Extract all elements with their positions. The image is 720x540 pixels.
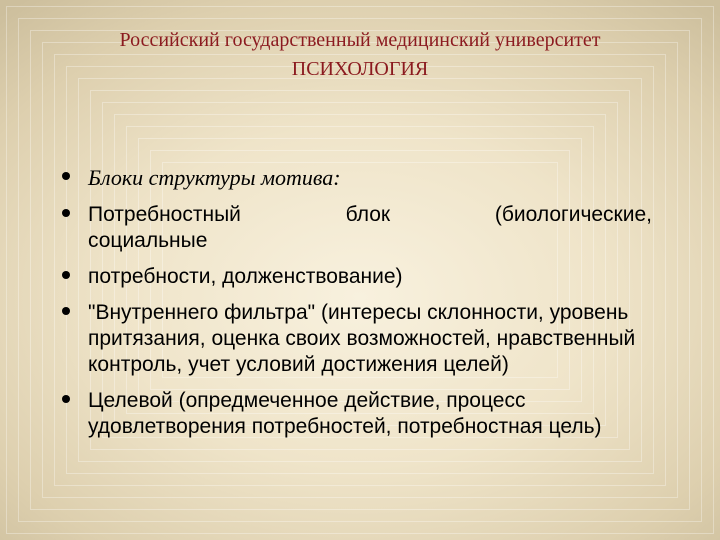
list-item xyxy=(62,202,652,254)
slide-header xyxy=(30,26,690,84)
bullet-icon xyxy=(62,395,70,403)
list-item-text: социальные xyxy=(88,229,208,252)
list-item xyxy=(62,300,652,378)
bullet-icon xyxy=(62,307,70,315)
university-name: Российский государственный медицинский университет xyxy=(119,29,601,51)
bullet-icon xyxy=(62,209,70,217)
subject-title: ПСИХОЛОГИЯ xyxy=(291,58,429,80)
list-item xyxy=(62,264,652,290)
list-item-text: "Внутреннего фильтра" (интересы склонности, уровень притязания, оценка своих возможностей, нравственный контроль, учет условий достижения целей) xyxy=(88,301,636,376)
list-item-text: Потребностный блок (биологические, xyxy=(88,203,652,226)
bullet-icon xyxy=(62,172,70,180)
list-item-text: потребности, долженствование) xyxy=(88,265,403,288)
list-item xyxy=(62,388,652,440)
list-item-text: Блоки структуры мотива: xyxy=(88,165,341,190)
list-item xyxy=(62,165,652,192)
bullet-icon xyxy=(62,271,70,279)
bullet-list xyxy=(62,165,652,450)
list-item-text: Целевой (опредмеченное действие, процесс удовлетворения потребностей, потребностная цель) xyxy=(88,389,602,438)
